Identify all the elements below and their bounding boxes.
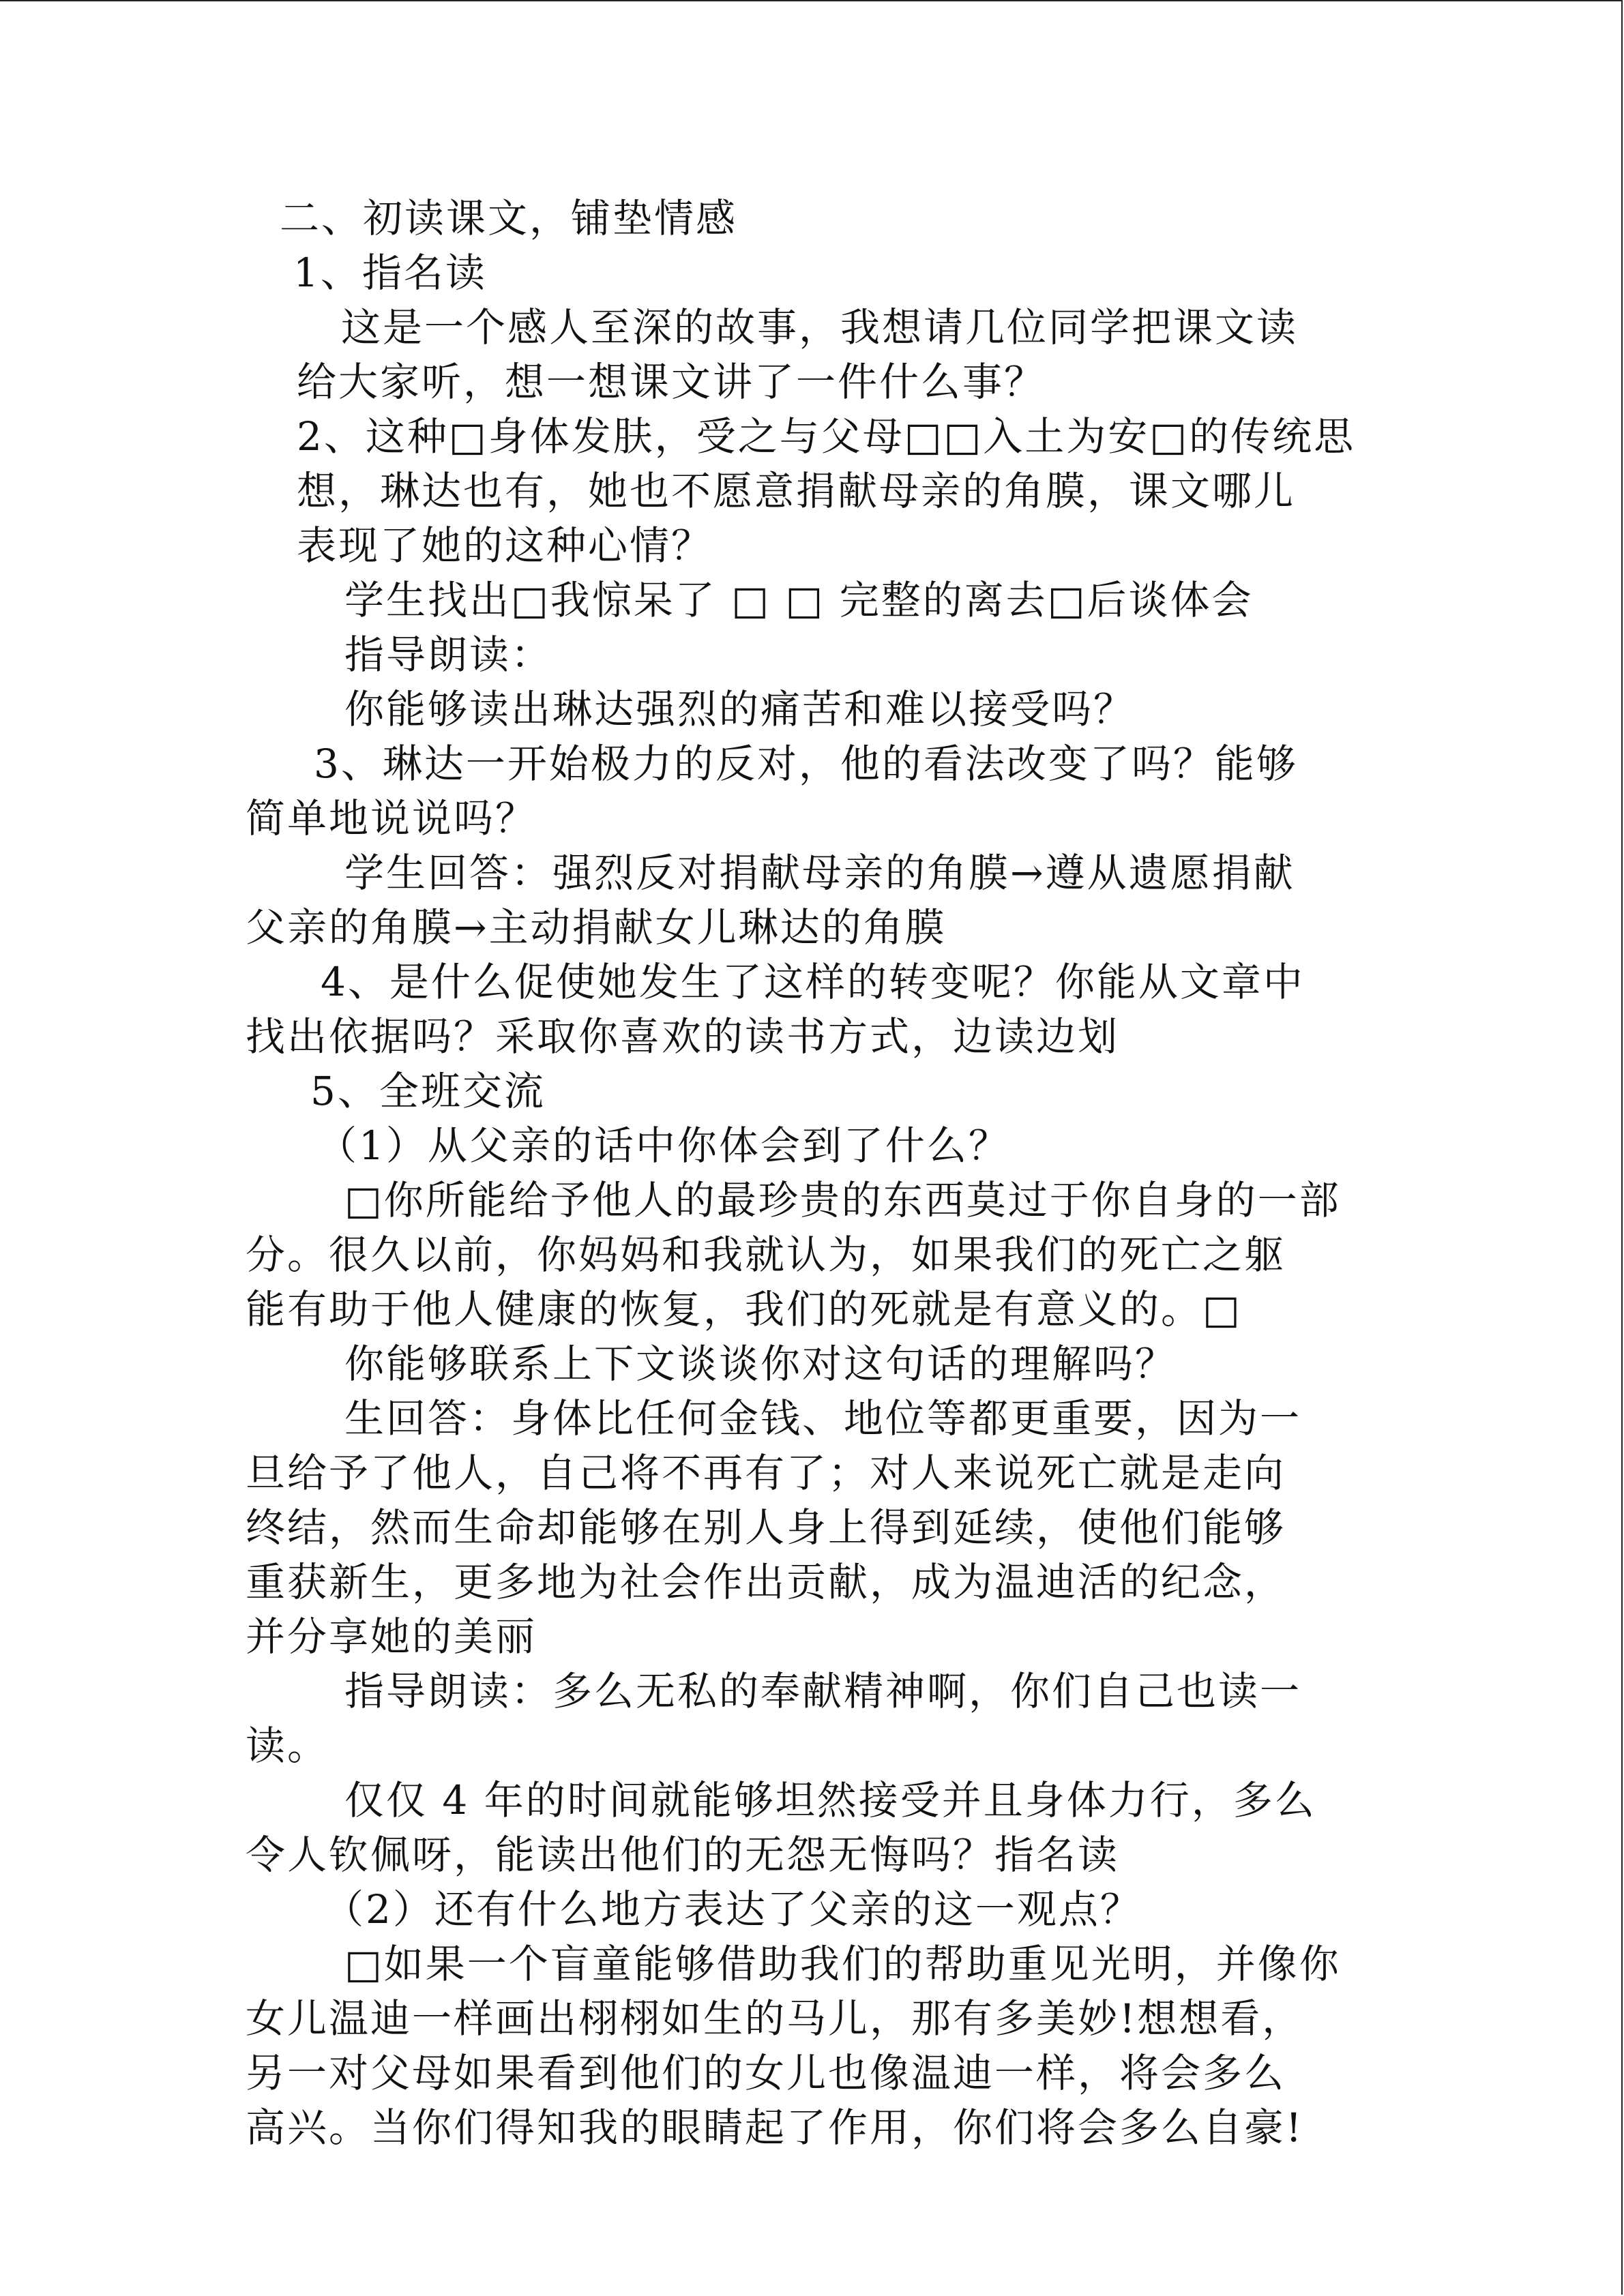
quote-line: 高兴。当你们得知我的眼睛起了作用，你们将会多么自豪! (246, 2104, 1304, 2151)
paragraph-line: 旦给予了他人，自己将不再有了；对人来说死亡就是走向 (246, 1450, 1286, 1496)
step-4-heading: 4、是什么促使她发生了这样的转变呢？你能从文章中 (321, 959, 1305, 1005)
paragraph-line: 指导朗读： (344, 631, 553, 678)
paragraph-line: 并分享她的美丽 (246, 1613, 537, 1660)
paragraph-line: 给大家听，想一想课文讲了一件什么事？ (297, 359, 1046, 405)
paragraph-line: 表现了她的这种心情？ (297, 522, 713, 569)
step-1-heading: 1、指名读 (293, 250, 487, 296)
paragraph-line: 读。 (246, 1723, 329, 1769)
paragraph-line: 仅仅 4 年的时间就能够坦然接受并且身体力行，多么 (344, 1777, 1316, 1823)
subsection-1-heading: （1）从父亲的话中你体会到了什么？ (317, 1122, 1010, 1169)
quote-line: 女儿温迪一样画出栩栩如生的马儿，那有多美妙!想想看， (246, 1995, 1304, 2042)
paragraph-line: 这是一个感人至深的故事，我想请几位同学把课文读 (341, 304, 1299, 351)
paragraph-line: 终结，然而生命却能够在别人身上得到延续，使他们能够 (246, 1504, 1286, 1551)
paragraph-line: 你能够联系上下文谈谈你对这句话的理解吗？ (344, 1341, 1177, 1387)
paragraph-line: 令人钦佩呀，能读出他们的无怨无悔吗？指名读 (246, 1832, 1120, 1878)
section-heading: 二、初读课文，铺垫情感 (280, 195, 738, 241)
paragraph-line: 学生找出□我惊呆了 □ □ 完整的离去□后谈体会 (344, 577, 1254, 623)
paragraph-line: 指导朗读：多么无私的奉献精神啊，你们自己也读一 (344, 1668, 1302, 1714)
paragraph-line: 学生回答：强烈反对捐献母亲的角膜→遵从遗愿捐献 (344, 850, 1295, 896)
paragraph-line: 找出依据吗？采取你喜欢的读书方式，边读边划 (246, 1013, 1120, 1060)
quote-line: 分。很久以前，你妈妈和我就认为，如果我们的死亡之躯 (246, 1232, 1286, 1278)
paragraph-line: 重获新生，更多地为社会作出贡献，成为温迪活的纪念， (246, 1559, 1286, 1605)
paragraph-line: 简单地说说吗？ (246, 795, 537, 841)
paragraph-line: 生回答：身体比任何金钱、地位等都更重要，因为一 (344, 1395, 1302, 1442)
quote-line: 能有助于他人健康的恢复，我们的死就是有意义的。□ (246, 1286, 1242, 1332)
paragraph-line: 你能够读出琳达强烈的痛苦和难以接受吗？ (344, 686, 1136, 732)
step-3-heading: 3、琳达一开始极力的反对，他的看法改变了吗？能够 (314, 741, 1298, 787)
quote-line: □如果一个盲童能够借助我们的帮助重见光明，并像你 (344, 1941, 1341, 1987)
subsection-2-heading: （2）还有什么地方表达了父亲的这一观点？ (324, 1886, 1142, 1933)
paragraph-line: 父亲的角膜→主动捐献女儿琳达的角膜 (246, 904, 947, 951)
quote-line: 另一对父母如果看到他们的女儿也像温迪一样，将会多么 (246, 2050, 1286, 2096)
step-2-heading: 2、这种□身体发肤，受之与父母□□入土为安□的传统思 (297, 413, 1356, 460)
step-5-heading: 5、全班交流 (310, 1068, 546, 1114)
paragraph-line: 想，琳达也有，她也不愿意捐献母亲的角膜，课文哪儿 (297, 468, 1296, 514)
quote-line: □你所能给予他人的最珍贵的东西莫过于你自身的一部 (344, 1177, 1341, 1223)
